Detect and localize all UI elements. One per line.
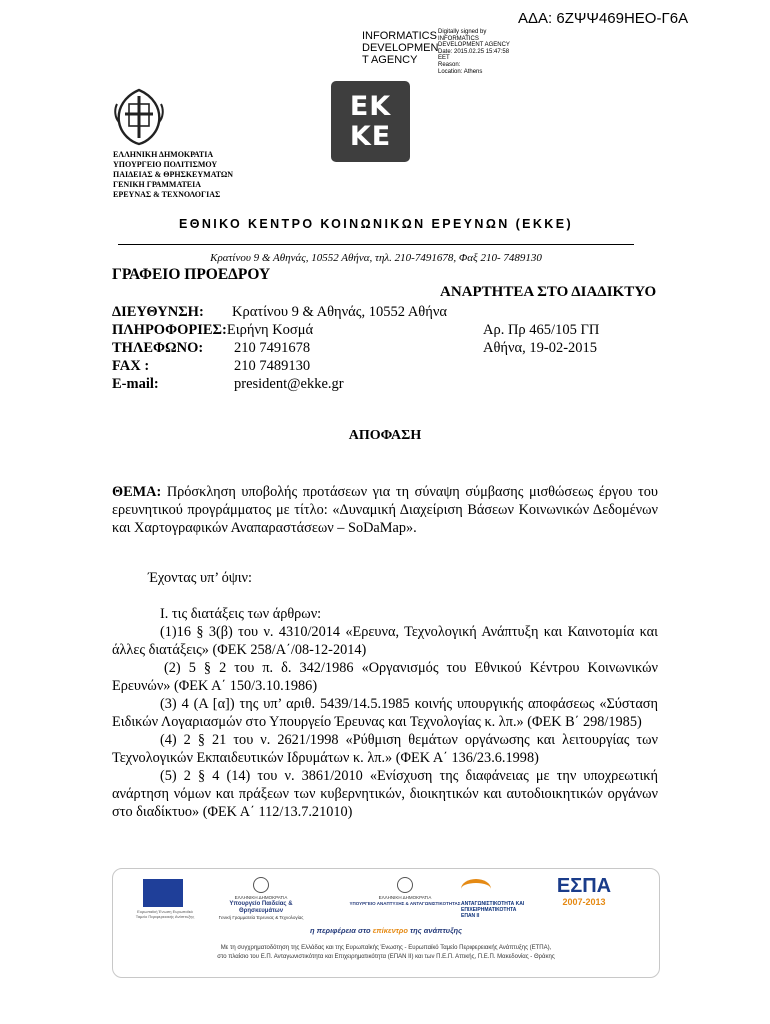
organization-title: ΕΘΝΙΚΟ ΚΕΝΤΡΟ ΚΟΙΝΩΝΙΚΩΝ ΕΡΕΥΝΩΝ (ΕΚΚΕ) xyxy=(178,217,574,231)
document-date: Αθήνα, 19-02-2015 xyxy=(483,340,598,356)
signature-line: Reason: xyxy=(438,61,461,68)
ada-code: ΑΔΑ: 6ΖΨΨ469ΗΕΟ-Γ6Α xyxy=(518,10,689,27)
phone-label: ΤΗΛΕΦΩΝΟ: xyxy=(112,340,204,356)
subject-text: Πρόσκληση υποβολής προτάσεων για τη σύναψη σύμβασης μισθώσεως έργου του ερευνητικού προγράμματος με τίτλο: «Δυναμική Διαχείριση Βάσεων Κοινωνικών Δεδομένων και Χαρτογραφικών Αναπαραστάσεων – SoDaMap». xyxy=(112,484,658,536)
info-label: ΠΛΗΡΟΦΟΡΙΕΣ: xyxy=(112,322,227,338)
espa-years: 2007-2013 xyxy=(562,897,606,907)
epan-sub: ΕΠΑΝ II xyxy=(461,913,480,919)
ministry-development-logo xyxy=(335,877,475,907)
protocol-number: Αρ. Πρ 465/105 ΓΠ xyxy=(483,322,600,338)
subject-label: ΘΕΜΑ: xyxy=(112,484,162,500)
address-value: Κρατίνου 9 & Αθηνάς, 10552 Αθήνα xyxy=(232,304,447,320)
ekke-logo xyxy=(331,81,410,162)
provision-item: (1)16 § 3(β) του ν. 4310/2014 «Ερευνα, Τεχνολογική Ανάπτυξη και Καινοτομία και άλλες διατάξεις» (ΦΕΚ 258/Α΄/08-12-2014) xyxy=(112,624,658,658)
fax-row xyxy=(112,357,447,375)
subject-paragraph xyxy=(112,483,658,537)
provisions-heading: Ι. τις διατάξεις των άρθρων: xyxy=(160,606,322,622)
ministry-line: ΥΠΟΥΡΓΕΙΟ ΠΟΛΙΤΙΣΜΟΥ xyxy=(113,160,218,169)
divider xyxy=(118,244,634,245)
eu-flag-icon xyxy=(143,879,183,907)
greek-emblem-icon xyxy=(113,88,165,146)
emblem-icon xyxy=(253,877,269,893)
organization-address: Κρατίνου 9 & Αθηνάς, 10552 Αθήνα, τηλ. 210-7491678, Φαξ 210- 7489130 xyxy=(210,252,542,264)
legal-provisions xyxy=(112,605,658,821)
info-row xyxy=(112,321,447,339)
logo-line-1: ΕΚ xyxy=(349,90,392,122)
signature-details xyxy=(438,29,528,75)
ministry-line: ΓΕΝΙΚΗ ΓΡΑΜΜΑΤΕΙΑ xyxy=(113,180,202,189)
slogan-pre: η περιφέρεια στο xyxy=(309,926,371,935)
provision-item: (4) 2 § 21 του ν. 2621/1998 «Ρύθμιση θεμάτων οργάνωσης και λειτουργίας των Τεχνολογικών Εκπαιδευτικών Ιδρυμάτων κ. λπ.» (ΦΕΚ Α΄ 136/23.6.1998) xyxy=(112,732,658,766)
provision-item: (2) 5 § 2 του π. δ. 342/1986 «Οργανισμός του Εθνικού Κέντρου Κοινωνικών Ερευνών» (ΦΕΚ Α΄ 150/3.10.1986) xyxy=(112,660,658,694)
espa-logo xyxy=(545,875,623,907)
fax-value: 210 7489130 xyxy=(234,358,311,374)
fax-label: FAX : xyxy=(112,358,150,374)
footer-slogan xyxy=(113,926,659,935)
signature-signer: INFORMATICS DEVELOPMEN T AGENCY xyxy=(362,30,439,66)
emblem-icon xyxy=(397,877,413,893)
ministry-line: ΕΛΛΗΝΙΚΗ ΔΗΜΟΚΡΑΤΙΑ xyxy=(113,150,214,159)
ministry-header xyxy=(113,150,233,200)
eu-label: Ευρωπαϊκή Ένωση Ευρωπαϊκό Ταμείο Περιφερειακής Ανάπτυξης xyxy=(135,909,195,919)
email-link[interactable]: president@ekke.gr xyxy=(234,376,344,392)
provision-item: (5) 2 § 4 (14) του ν. 3861/2010 «Ενίσχυση της διαφάνειας με την υποχρεωτική ανάρτηση νόμων και πράξεων των κυβερνητικών, διοικητικών και αυτοδιοικητικών οργάνων στο διαδίκτυο» (ΦΕΚ Α΄ 112/13.7.21010) xyxy=(112,768,658,820)
slogan-post: της ανάπτυξης xyxy=(410,926,463,935)
footer-republic-label: ΕΛΛΗΝΙΚΗ ΔΗΜΟΚΡΑΤΙΑ xyxy=(378,895,432,900)
reference-block xyxy=(483,321,599,357)
slogan-highlight: επίκεντρο xyxy=(372,926,408,935)
logo-line-2: ΚΕ xyxy=(349,120,392,152)
epan-name: ΑΝΤΑΓΩΝΙΣΤΙΚΟΤΗΤΑ ΚΑΙ ΕΠΙΧΕΙΡΗΜΑΤΙΚΟΤΗΤΑ xyxy=(461,901,525,913)
info-value: Ειρήνη Κοσμά xyxy=(226,322,314,338)
considering-line: Έχοντας υπ’ όψιν: xyxy=(148,570,252,586)
funding-footer xyxy=(112,868,660,978)
signature-line: DEVELOPMENT AGENCY xyxy=(438,42,510,49)
footer-ministry-sub: Γενική Γραμματεία Έρευνας & Τεχνολογίας xyxy=(218,915,304,920)
epan-swoosh-icon xyxy=(461,879,491,899)
address-label: ΔΙΕΥΘΥΝΣΗ: xyxy=(112,304,204,320)
decision-heading: ΑΠΟΦΑΣΗ xyxy=(348,428,422,443)
provision-item: (3) 4 (Α [α]) της υπ’ αριθ. 5439/14.5.1985 κοινής υπουργικής αποφάσεως «Σύσταση Ειδικών Λογαριασμών στο Υπουργείο Έρευνας και Τεχνολογίας κ. λπ.» (ΦΕΚ Β΄ 298/1985) xyxy=(112,696,658,730)
address-row xyxy=(112,303,447,321)
phone-row xyxy=(112,339,447,357)
footer-republic-label: ΕΛΛΗΝΙΚΗ ΔΗΜΟΚΡΑΤΙΑ xyxy=(234,895,288,900)
signature-line: Location: Athens xyxy=(438,68,483,75)
espa-name: ΕΣΠΑ xyxy=(556,875,612,897)
epan-logo xyxy=(461,879,541,919)
footer-ministry-name: ΥΠΟΥΡΓΕΙΟ ΑΝΑΠΤΥΞΗΣ & ΑΝΤΑΓΩΝΙΣΤΙΚΟΤΗΤΑΣ xyxy=(349,901,461,906)
cofunding-note xyxy=(123,944,649,962)
signature-line: INFORMATICS xyxy=(438,35,479,42)
signature-line: EET xyxy=(438,55,450,62)
phone-value: 210 7491678 xyxy=(234,340,311,356)
contact-info xyxy=(112,303,447,393)
ministry-line: ΠΑΙΔΕΙΑΣ & ΘΡΗΣΚΕΥΜΑΤΩΝ xyxy=(113,170,234,179)
signature-line: Digitally signed by xyxy=(438,29,487,35)
office-title: ΓΡΑΦΕΙΟ ΠΡΟΕΔΡΟΥ xyxy=(112,266,271,283)
posting-notice: ΑΝΑΡΤΗΤΕΑ ΣΤΟ ΔΙΑΔΙΚΤΥΟ xyxy=(440,284,657,300)
cofunding-line: στο πλαίσιο του Ε.Π. Ανταγωνιστικότητα και Επιχειρηματικότητα (ΕΠΑΝ ΙΙ) και των Π.Ε.Π. Αττικής, Π.Ε.Π. Μακεδονίας - Θράκης xyxy=(217,954,555,960)
email-row xyxy=(112,375,447,393)
footer-ministry-name: Υπουργείο Παιδείας & Θρησκευμάτων xyxy=(229,901,293,914)
ministry-line: ΕΡΕΥΝΑΣ & ΤΕΧΝΟΛΟΓΙΑΣ xyxy=(113,190,221,199)
email-label: E-mail: xyxy=(112,376,159,392)
ministry-education-logo xyxy=(211,877,311,921)
signature-line: Date: 2015.02.25 15:47:58 xyxy=(438,48,510,55)
cofunding-line: Με τη συγχρηματοδότηση της Ελλάδας και της Ευρωπαϊκής Ένωσης - Ευρωπαϊκό Ταμείο Περιφερειακής Ανάπτυξης (ΕΤΠΑ), xyxy=(220,945,552,951)
